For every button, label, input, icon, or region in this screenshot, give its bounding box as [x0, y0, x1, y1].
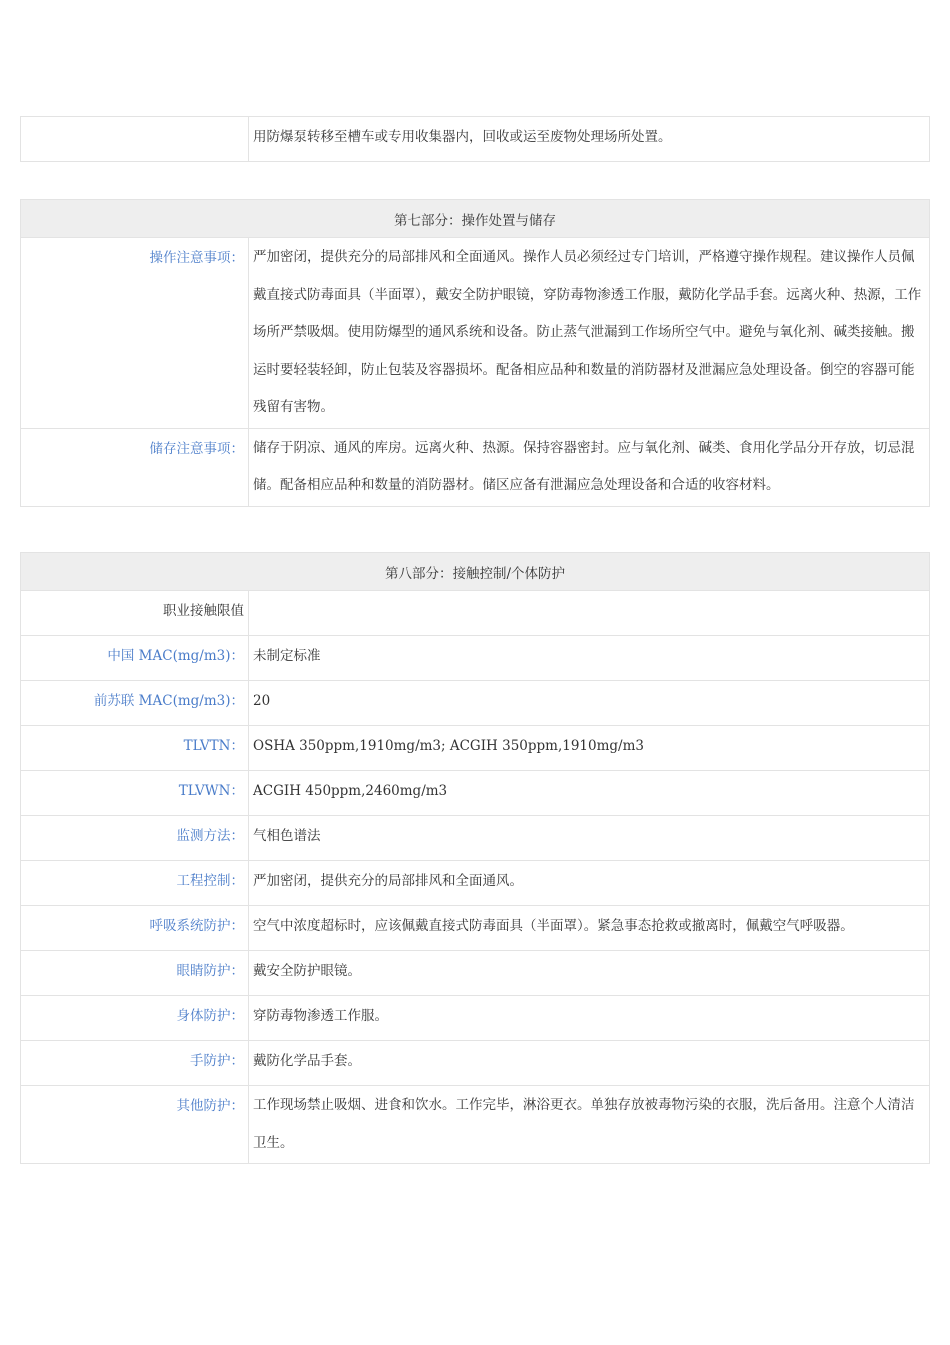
ussr-mac-value: 20: [249, 681, 930, 726]
handling-label: 操作注意事项：: [21, 238, 249, 429]
occupational-limit-label: 职业接触限值: [21, 591, 249, 636]
table-row: [21, 951, 930, 996]
table-row: [21, 726, 930, 771]
respiratory-protection-label: 呼吸系统防护：: [21, 906, 249, 951]
table-row: [21, 591, 930, 636]
table-row: [21, 428, 930, 506]
section8-table: [20, 552, 930, 1164]
storage-value: 储存于阴凉、通风的库房。远离火种、热源。保持容器密封。应与氧化剂、碱类、食用化学品分开存放，切忌混储。配备相应品种和数量的消防器材。储区应备有泄漏应急处理设备和合适的收容材料。: [249, 428, 930, 506]
monitoring-method-value: 气相色谱法: [249, 816, 930, 861]
table-row: [21, 861, 930, 906]
section7-table: [20, 199, 930, 507]
table-row: [21, 996, 930, 1041]
table-row: [21, 1041, 930, 1086]
hand-protection-value: 戴防化学品手套。: [249, 1041, 930, 1086]
storage-label: 储存注意事项：: [21, 428, 249, 506]
table-row: [21, 771, 930, 816]
body-protection-label: 身体防护：: [21, 996, 249, 1041]
table-row: [21, 1086, 930, 1164]
section8-header: [21, 553, 930, 591]
table-row: [21, 238, 930, 429]
empty-label-cell: [21, 117, 249, 162]
table-row: [21, 906, 930, 951]
table-row: [21, 681, 930, 726]
eye-protection-value: 戴安全防护眼镜。: [249, 951, 930, 996]
china-mac-label: 中国 MAC(mg/m3)：: [21, 636, 249, 681]
body-protection-value: 穿防毒物渗透工作服。: [249, 996, 930, 1041]
respiratory-protection-value: 空气中浓度超标时，应该佩戴直接式防毒面具（半面罩）。紧急事态抢救或撤离时，佩戴空气呼吸器。: [249, 906, 930, 951]
engineering-control-label: 工程控制：: [21, 861, 249, 906]
section7-header: [21, 200, 930, 238]
tlvwn-value: ACGIH 450ppm,2460mg/m3: [249, 771, 930, 816]
occupational-limit-value: [249, 591, 930, 636]
china-mac-value: 未制定标准: [249, 636, 930, 681]
ussr-mac-label: 前苏联 MAC(mg/m3)：: [21, 681, 249, 726]
handling-value: 严加密闭，提供充分的局部排风和全面通风。操作人员必须经过专门培训，严格遵守操作规程。建议操作人员佩戴直接式防毒面具（半面罩），戴安全防护眼镜，穿防毒物渗透工作服，戴防化学品手套。远离火种、热源，工作场所严禁吸烟。使用防爆型的通风系统和设备。防止蒸气泄漏到工作场所空气中。避免与氧化剂、碱类接触。搬运时要轻装轻卸，防止包装及容器损坏。配备相应品种和数量的消防器材及泄漏应急处理设备。倒空的容器可能残留有害物。: [249, 238, 930, 429]
section6-tail-table: [20, 116, 930, 162]
eye-protection-label: 眼睛防护：: [21, 951, 249, 996]
hand-protection-label: 手防护：: [21, 1041, 249, 1086]
table-row: [21, 816, 930, 861]
other-protection-value: 工作现场禁止吸烟、进食和饮水。工作完毕，淋浴更衣。单独存放被毒物污染的衣服，洗后备用。注意个人清洁卫生。: [249, 1086, 930, 1164]
leak-disposal-value: 用防爆泵转移至槽车或专用收集器内，回收或运至废物处理场所处置。: [249, 117, 930, 162]
tlvwn-label: TLVWN：: [21, 771, 249, 816]
table-row: [21, 117, 930, 162]
monitoring-method-label: 监测方法：: [21, 816, 249, 861]
engineering-control-value: 严加密闭，提供充分的局部排风和全面通风。: [249, 861, 930, 906]
tlvtn-label: TLVTN：: [21, 726, 249, 771]
section7-title: 第七部分：操作处置与储存: [21, 200, 930, 238]
other-protection-label: 其他防护：: [21, 1086, 249, 1164]
section8-title: 第八部分：接触控制/个体防护: [21, 553, 930, 591]
tlvtn-value: OSHA 350ppm,1910mg/m3; ACGIH 350ppm,1910mg/m3: [249, 726, 930, 771]
table-row: [21, 636, 930, 681]
